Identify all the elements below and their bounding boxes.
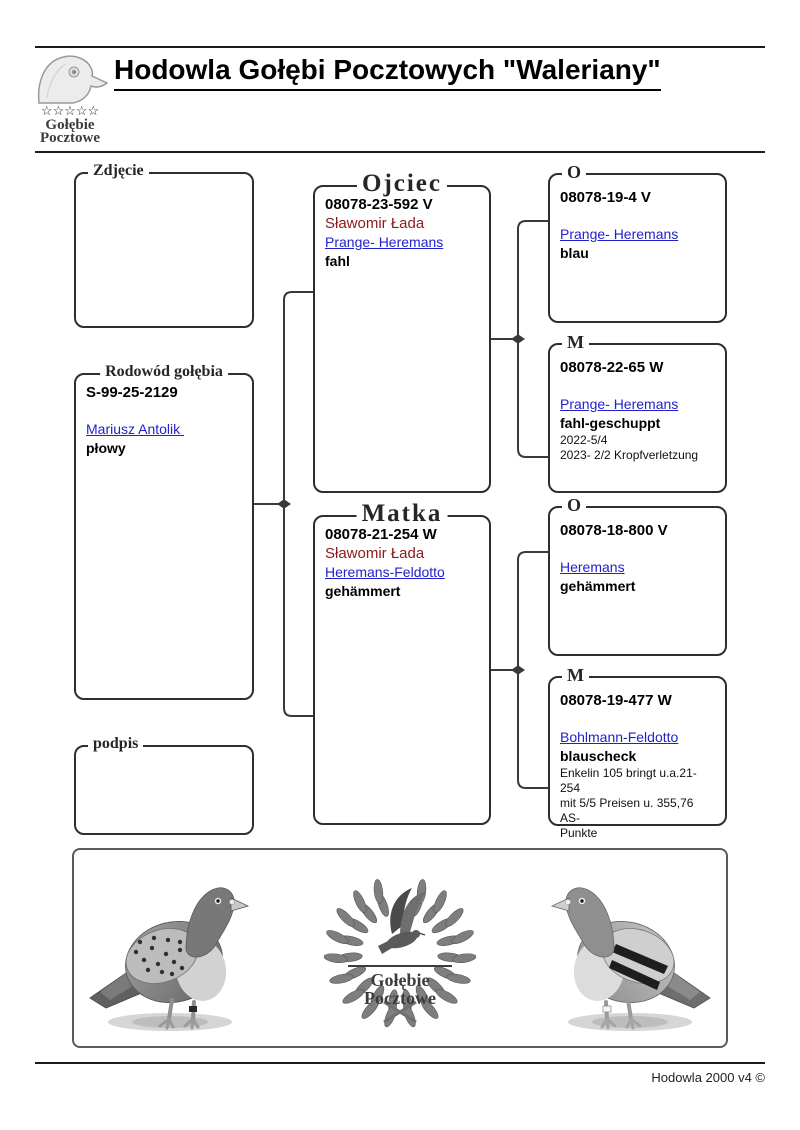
mother-mother-note: Punkte (560, 826, 598, 840)
banner-panel (72, 848, 728, 1048)
subject-box (74, 363, 254, 700)
father-mother-note: 2022-5/4 (560, 433, 608, 447)
header-bottom-rule (35, 151, 765, 153)
father-mother-color: fahl-geschuppt (560, 415, 661, 431)
laurel-wreath-image (323, 877, 478, 1029)
logo-text-line1: Gołębie (45, 117, 95, 133)
photo-box-label: Zdjęcie (88, 163, 149, 179)
father-mother-note: 2023- 2/2 Kropfverletzung (560, 448, 699, 462)
mother-owner-name: Sławomir Łada (325, 545, 425, 562)
footer-credit: Hodowla 2000 v4 © (651, 1070, 765, 1085)
banner-image (74, 850, 726, 1046)
mother-father-box (548, 495, 727, 656)
page-title: Hodowla Gołębi Pocztowych "Waleriany" (114, 54, 661, 91)
signature-box-label: podpis (88, 736, 143, 752)
mother-color: gehämmert (325, 583, 401, 599)
father-father-color: blau (560, 245, 589, 261)
pigeon-head-logo-icon (33, 54, 109, 104)
footer-rule (35, 1062, 765, 1064)
mother-mother-strain-link[interactable]: Bohlmann-Feldotto (560, 729, 679, 745)
pigeon-right-image (552, 888, 710, 1031)
mother-mother-note: mit 5/5 Preisen u. 355,76 AS- (560, 796, 694, 825)
mother-mother-box-label: M (562, 666, 589, 684)
signature-box (74, 735, 254, 835)
father-color: fahl (325, 253, 350, 269)
mother-mother-ring-number: 08078-19-477 W (560, 692, 672, 709)
pigeon-left-image (90, 888, 248, 1031)
subject-color: płowy (86, 440, 126, 456)
mother-father-box-label: O (562, 496, 586, 514)
father-box (313, 170, 491, 493)
father-father-box-label: O (562, 163, 586, 181)
subject-breeder-link[interactable]: Mariusz Antolik (86, 421, 185, 437)
top-rule (35, 46, 765, 48)
wreath-title-line2: Pocztowe (364, 988, 436, 1008)
mother-mother-box (548, 665, 727, 840)
spacer (560, 710, 715, 728)
father-strain-link[interactable]: Prange- Heremans (325, 234, 444, 250)
mother-father-ring-number: 08078-18-800 V (560, 522, 668, 539)
mother-box (313, 500, 491, 825)
father-mother-box-label: M (562, 333, 589, 351)
subject-box-label: Rodowód gołębia (100, 364, 228, 380)
father-box-label: Ojciec (357, 171, 447, 196)
mother-mother-note: Enkelin 105 bringt u.a.21-254 (560, 766, 697, 795)
mother-father-color: gehämmert (560, 578, 636, 594)
flying-pigeon-icon (378, 888, 426, 954)
spacer (86, 402, 242, 420)
father-mother-ring-number: 08078-22-65 W (560, 359, 664, 376)
father-father-ring-number: 08078-19-4 V (560, 189, 651, 206)
logo-text-line2: Pocztowe (40, 130, 100, 146)
father-mother-strain-link[interactable]: Prange- Heremans (560, 396, 679, 412)
logo-stars-icon: ☆☆☆☆☆ (40, 103, 100, 118)
father-father-box (548, 162, 727, 323)
father-owner-name: Sławomir Łada (325, 215, 425, 232)
father-father-strain-link[interactable]: Prange- Heremans (560, 226, 679, 242)
photo-box (74, 162, 254, 328)
spacer (560, 377, 715, 395)
mother-ring-number: 08078-21-254 W (325, 526, 437, 543)
mother-strain-link[interactable]: Heremans-Feldotto (325, 564, 445, 580)
father-mother-box (548, 332, 727, 493)
wreath-title-line1: Gołębie (370, 970, 430, 990)
subject-ring-number: S-99-25-2129 (86, 384, 178, 401)
father-ring-number: 08078-23-592 V (325, 196, 433, 213)
spacer (560, 207, 715, 225)
mother-father-strain-link[interactable]: Heremans (560, 559, 625, 575)
mother-mother-color: blauscheck (560, 748, 637, 764)
mother-box-label: Matka (357, 501, 448, 526)
spacer (560, 540, 715, 558)
